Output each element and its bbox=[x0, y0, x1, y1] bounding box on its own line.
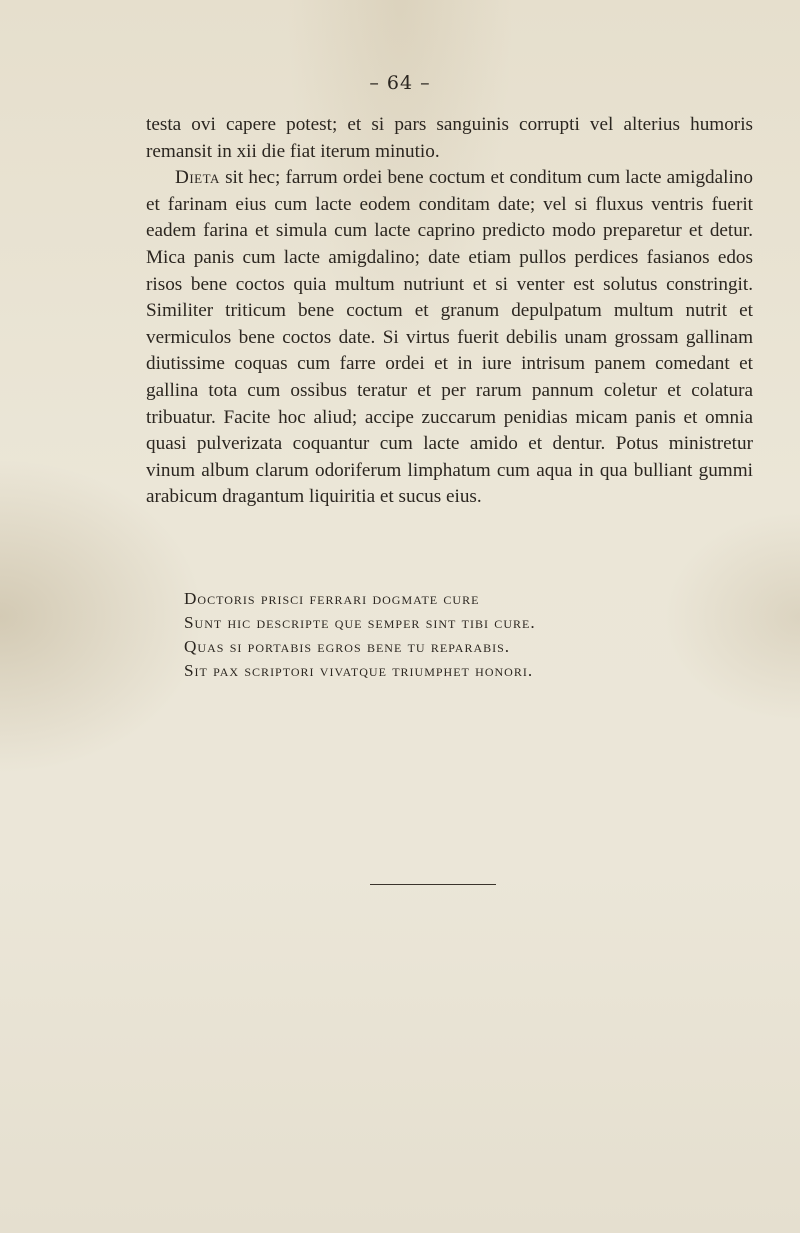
verse-line: Doctoris prisci ferrari dogmate cure bbox=[184, 589, 480, 608]
paragraph-2 bbox=[146, 165, 753, 511]
verse-line: Sit pax scriptori vivatque triumphet honori. bbox=[184, 661, 534, 680]
paragraph-2-lead-word: Dieta bbox=[175, 167, 220, 189]
paragraph-1: testa ovi capere potest; et si pars sanguinis corrupti vel alterius humoris remansit in xii die fiat iterum minutio. bbox=[146, 114, 753, 162]
verse-block bbox=[184, 587, 704, 683]
page-number: – 64 – bbox=[369, 72, 431, 94]
verse-line: Quas si portabis egros bene tu reparabis. bbox=[184, 637, 511, 656]
end-rule bbox=[370, 884, 496, 885]
paragraph-2-text: sit hec; farrum ordei bene coctum et conditum cum lacte amigdalino et farinam eius cum lacte eodem conditam date; vel si fluxus ventris fuerit eadem farina et simula cum lacte caprino predicto modo preparetur et detur. Mica panis cum lacte amigdalino; date etiam pullos perdices fasianos edos risos bene coctos quia multum nutriunt et si venter est solutus constringit. Similiter triticum bene coctum et granum depulpatum multum nutrit et vermiculos bene coctos date. Si virtus fuerit debilis unam grossam gallinam diutissime coquas cum farre ordei et in iure intrisum panem comedant et gallina tota cum ossibus teratur et per rarum pannum coletur et colatura tribuatur. Facite hoc aliud; accipe zuccarum penidias micam panis et omnia quasi pulverizata coquantur cum lacte amido et dentur. Potus ministretur vinum album clarum odoriferum limphatum cum aqua in qua bulliant gummi arabicum dragantum liquiritia et sucus eius. bbox=[146, 167, 753, 508]
verse-line: Sunt hic descripte que semper sint tibi cure. bbox=[184, 613, 536, 632]
body-text bbox=[146, 112, 753, 511]
